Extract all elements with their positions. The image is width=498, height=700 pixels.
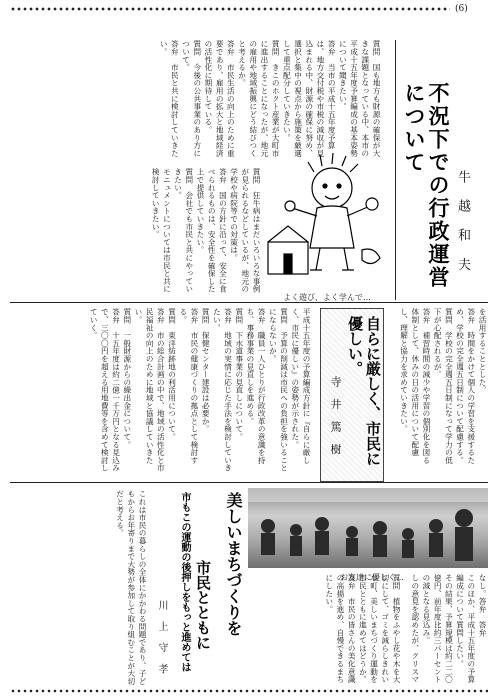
- article4-paragraph: その結果、予算規模は約二二〇億円、前年度比約三パーセントの減となる見込み。: [421, 574, 454, 684]
- article2-paragraph: 答弁 職員一人ひとりが行政改革の意識を持ち、事務事業の見直しを進める。: [245, 308, 267, 464]
- article2-paragraph: 質問 下水道事業の見直しについて。: [234, 308, 244, 441]
- article1-paragraph: 答弁 国の方針に沿って、安全に食べられるものは、安全性を確保した上で提供していきたい。: [195, 168, 228, 293]
- article2-paragraph: 答弁 地域の実情に応じた手法を検討していきたい。: [212, 308, 233, 472]
- article4-paragraph: しの意見を認めたが、クリスマ: [410, 574, 420, 684]
- article2-paragraph: 答弁 市民の健康づくりの拠点として検討する。: [178, 308, 199, 464]
- article3-paragraph: 質問 植物をふやし花や木を大切にして、ゴミを減らしきれいな町、美しいまちづくり運動を市民とともに進めてはどうか。: [358, 574, 401, 684]
- photo-caption: お友達に優しく…: [340, 573, 404, 582]
- article1-paragraph: 質問 狂牛病はまだいろいろな事例が見られるなどしているが、地元の学校や病院等での対策は。: [229, 168, 261, 293]
- header-dot-border: [10, 6, 450, 16]
- article3-title-line2: 市民とともに: [194, 560, 212, 650]
- article3-paragraph: これは市民の暮らしの全体にかかわる問題であり、子どもからお年寄りまで大勢が参加して取り組むことが大切だと考える。: [115, 490, 147, 685]
- article2-paragraph: 質問 東洋紡跡地の利活用について。: [167, 308, 177, 441]
- article1-body: [12, 40, 382, 160]
- article3-body-right: [262, 574, 402, 686]
- article2-paragraph: 答弁 市の総合計画の中で、地域の活性化と市民福祉の向上のために地域と協議していきたい。: [133, 308, 166, 472]
- section-divider-middle: [10, 482, 488, 483]
- article2-paragraph: 質問 予算の削減は市民への負担を強いることにならないか。: [268, 308, 289, 472]
- article2-body-left: [12, 308, 312, 474]
- article1-author: 牛 越 和 夫: [455, 170, 470, 277]
- article1-title-rule: [395, 40, 396, 300]
- article2-author: 寺 井 篤 樹: [329, 376, 342, 459]
- article1-body-lower: [12, 168, 262, 298]
- article1-title: 不況下での行政運営について: [402, 82, 450, 289]
- article1-paragraph: 答弁 当市の平成十五年度予算は、地方交付税や市税の減収が見込まれる中、財源の確保に努め、選択と集中の視点から施策を厳選して重点配分していきたい。: [282, 40, 337, 157]
- article2-body-right: [398, 308, 488, 468]
- article2-paragraph: 質問 保健センター建設は必要か。: [201, 308, 211, 433]
- article2-paragraph: 質問 一般財源からの繰出金について。: [122, 308, 132, 449]
- article3-title-line1: 美しいまちづくりを: [224, 492, 243, 636]
- children-photo-figures: [248, 488, 488, 568]
- article1-paragraph: 質問 会社でも市民と共にやっていきたい。: [173, 168, 194, 293]
- article1-paragraph: モニュメントについては市民と共に検討していきたい。: [151, 168, 172, 293]
- section-divider-top: [10, 302, 488, 303]
- article4-paragraph: このほか、平成十五年度の予算編成について質問したい。: [455, 574, 476, 684]
- article2-title: 自らに厳しく、市民に優しい。: [346, 316, 382, 466]
- illustration-caption: よく遊び、よく学んで…: [283, 293, 371, 302]
- article2-paragraph: 答弁 十五年度は約二億一千万円となる見込みで、三〇〇円を超える用地費等を含めて検討していく。: [89, 308, 121, 472]
- page-number: (6): [455, 4, 468, 14]
- article4-body: [410, 574, 488, 686]
- article1-paragraph: 質問 きこのホクト産業が大町市に進出することになったが、地元の雇用や地域振興にどう結びつくと考えるか。: [237, 40, 281, 157]
- article1-paragraph: 答弁 市民と共に検討していきたい。: [159, 40, 180, 157]
- article2-paragraph: 答弁 補習時間の減少や学習の個別化を図る体制として、休みの日の活用について配慮し、理解と協力を求めていきたい。: [399, 308, 431, 464]
- article2-paragraph: 答弁 時間をかけて個人の学習を支援するため、学校の完全週五日制について配慮する。: [455, 308, 476, 464]
- footer-dot-border: [10, 688, 488, 696]
- article3-title-line3: 市もこの運動の後押しをもっと進めては: [179, 492, 190, 672]
- article2-paragraph: 質問 学校の完全週五日制になって学力の低下が心配されるが。: [433, 308, 454, 464]
- article4-paragraph: なし。答弁 答弁: [478, 574, 487, 637]
- article3-body-left: [12, 490, 148, 686]
- article3-paragraph: 答弁 市民の皆さんの美化意識の高揚を進め、自慢できるまちにしたい。: [324, 574, 357, 684]
- article3-author: 川 上 守 孝: [156, 600, 167, 678]
- children-photo: [248, 488, 488, 568]
- article1-paragraph: 質問 国も地方も財源の確保が大きな課題となっている中、本市の平成十五年度予算編成の基本姿勢について聞きたい。: [338, 40, 381, 157]
- child-illustration: [262, 150, 392, 290]
- article2-paragraph: 平成十五年度の予算編成方針に『自らに厳しく、市民に優しい』の姿勢が示された。: [290, 308, 311, 464]
- article1-paragraph: 質問 今後の公共事業のあり方について。: [181, 40, 202, 157]
- article1-paragraph: 答弁 市民生活の向上のために重要であり、雇用の拡大と地域経済の活性化に期待している。: [203, 40, 236, 157]
- article2-paragraph: を活用することとした。: [478, 308, 487, 394]
